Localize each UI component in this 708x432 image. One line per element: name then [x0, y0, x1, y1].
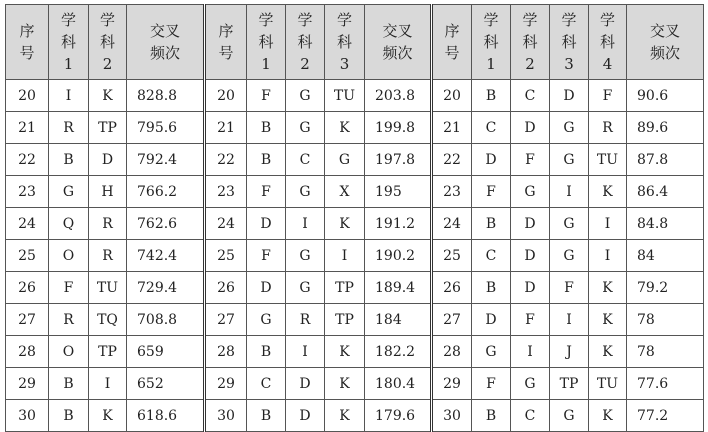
seq-cell: 23 [6, 176, 49, 208]
subject-cell: R [49, 304, 89, 336]
seq-cell: 21 [205, 112, 247, 144]
frequency-cell: 77.6 [627, 368, 704, 400]
seq-cell: 23 [205, 176, 247, 208]
seq-cell: 23 [432, 176, 472, 208]
frequency-cell: 184 [365, 304, 432, 336]
header-subject-1: 学 科 1 [49, 5, 89, 80]
subject-cell: R [89, 208, 127, 240]
subject-cell: B [247, 336, 286, 368]
header-frequency: 交叉 频次 [127, 5, 205, 80]
subject-cell: TP [325, 272, 365, 304]
frequency-cell: 659 [127, 336, 205, 368]
subject-cell: C [472, 112, 511, 144]
frequency-cell: 199.8 [365, 112, 432, 144]
subject-cell: TU [589, 368, 627, 400]
header-seq: 序 号 [432, 5, 472, 80]
header-subject-1: 学 科 1 [247, 5, 286, 80]
subject-cell: B [472, 400, 511, 432]
seq-cell: 21 [432, 112, 472, 144]
subject-cell: H [89, 176, 127, 208]
table-wrapper [5, 4, 703, 422]
seq-cell: 20 [432, 80, 472, 112]
subject-cell: X [325, 176, 365, 208]
subject-cell: F [247, 176, 286, 208]
header-seq: 序 号 [6, 5, 49, 80]
frequency-cell: 78 [627, 336, 704, 368]
subject-cell: K [325, 112, 365, 144]
subject-cell: I [286, 336, 325, 368]
subject-cell: O [49, 240, 89, 272]
subject-cell: TQ [89, 304, 127, 336]
frequency-cell: 762.6 [127, 208, 205, 240]
seq-cell: 20 [6, 80, 49, 112]
subject-cell: I [286, 208, 325, 240]
subject-cell: G [325, 144, 365, 176]
table-row [6, 336, 704, 368]
subject-cell: G [550, 208, 589, 240]
subject-cell: R [589, 112, 627, 144]
subject-cell: B [472, 80, 511, 112]
subject-cell: I [49, 80, 89, 112]
table-row [6, 112, 704, 144]
subject-cell: TP [325, 304, 365, 336]
frequency-cell: 189.4 [365, 272, 432, 304]
subject-cell: D [286, 368, 325, 400]
table-body [6, 80, 704, 432]
seq-cell: 29 [205, 368, 247, 400]
seq-cell: 25 [6, 240, 49, 272]
subject-cell: K [589, 304, 627, 336]
subject-cell: F [511, 144, 550, 176]
seq-cell: 26 [205, 272, 247, 304]
header-seq: 序 号 [205, 5, 247, 80]
subject-cell: D [511, 272, 550, 304]
seq-cell: 24 [432, 208, 472, 240]
subject-cell: B [49, 368, 89, 400]
subject-cell: D [511, 208, 550, 240]
subject-cell: I [550, 176, 589, 208]
subject-cell: K [325, 400, 365, 432]
subject-cell: K [589, 272, 627, 304]
seq-cell: 28 [6, 336, 49, 368]
seq-cell: 27 [205, 304, 247, 336]
subject-cell: D [89, 144, 127, 176]
frequency-cell: 195 [365, 176, 432, 208]
frequency-cell: 618.6 [127, 400, 205, 432]
frequency-cell: 77.2 [627, 400, 704, 432]
frequency-cell: 742.4 [127, 240, 205, 272]
seq-cell: 27 [6, 304, 49, 336]
frequency-cell: 708.8 [127, 304, 205, 336]
subject-cell: I [589, 240, 627, 272]
subject-cell: B [247, 400, 286, 432]
subject-cell: D [286, 400, 325, 432]
frequency-cell: 203.8 [365, 80, 432, 112]
subject-cell: F [589, 80, 627, 112]
header-subject-3: 学 科 3 [550, 5, 589, 80]
frequency-cell: 792.4 [127, 144, 205, 176]
subject-cell: G [511, 368, 550, 400]
subject-cell: G [550, 144, 589, 176]
seq-cell: 29 [432, 368, 472, 400]
subject-cell: C [511, 400, 550, 432]
subject-cell: K [89, 400, 127, 432]
subject-cell: Q [49, 208, 89, 240]
subject-cell: D [247, 272, 286, 304]
table-row [6, 80, 704, 112]
subject-cell: I [325, 240, 365, 272]
subject-cell: K [589, 400, 627, 432]
seq-cell: 22 [6, 144, 49, 176]
header-subject-2: 学 科 2 [286, 5, 325, 80]
seq-cell: 30 [205, 400, 247, 432]
subject-cell: D [472, 144, 511, 176]
subject-cell: G [49, 176, 89, 208]
subject-cell: F [550, 272, 589, 304]
header-frequency: 交叉 频次 [365, 5, 432, 80]
subject-cell: I [511, 336, 550, 368]
table-header [6, 5, 704, 80]
subject-cell: G [247, 304, 286, 336]
subject-cell: D [550, 80, 589, 112]
subject-cell: TU [325, 80, 365, 112]
subject-cell: F [49, 272, 89, 304]
subject-cell: K [325, 368, 365, 400]
subject-cell: I [589, 208, 627, 240]
subject-cell: K [89, 80, 127, 112]
seq-cell: 30 [432, 400, 472, 432]
frequency-cell: 179.6 [365, 400, 432, 432]
subject-cell: G [550, 112, 589, 144]
subject-cell: K [325, 208, 365, 240]
subject-cell: G [511, 176, 550, 208]
subject-cell: G [472, 336, 511, 368]
subject-cell: R [286, 304, 325, 336]
frequency-cell: 89.6 [627, 112, 704, 144]
subject-cell: K [589, 176, 627, 208]
seq-cell: 26 [6, 272, 49, 304]
seq-cell: 25 [432, 240, 472, 272]
subject-cell: G [286, 240, 325, 272]
seq-cell: 28 [432, 336, 472, 368]
subject-cell: K [589, 336, 627, 368]
subject-cell: I [550, 304, 589, 336]
frequency-cell: 652 [127, 368, 205, 400]
seq-cell: 22 [432, 144, 472, 176]
cross-frequency-table [5, 4, 704, 432]
frequency-cell: 86.4 [627, 176, 704, 208]
frequency-cell: 729.4 [127, 272, 205, 304]
seq-cell: 24 [6, 208, 49, 240]
frequency-cell: 78 [627, 304, 704, 336]
subject-cell: C [286, 144, 325, 176]
seq-cell: 24 [205, 208, 247, 240]
frequency-cell: 828.8 [127, 80, 205, 112]
subject-cell: K [325, 336, 365, 368]
frequency-cell: 197.8 [365, 144, 432, 176]
table-row [6, 208, 704, 240]
seq-cell: 21 [6, 112, 49, 144]
subject-cell: TP [550, 368, 589, 400]
subject-cell: G [286, 176, 325, 208]
subject-cell: B [49, 144, 89, 176]
subject-cell: C [511, 80, 550, 112]
frequency-cell: 84 [627, 240, 704, 272]
header-frequency: 交叉 频次 [627, 5, 704, 80]
header-subject-2: 学 科 2 [89, 5, 127, 80]
subject-cell: G [286, 272, 325, 304]
frequency-cell: 84.8 [627, 208, 704, 240]
seq-cell: 25 [205, 240, 247, 272]
frequency-cell: 87.8 [627, 144, 704, 176]
subject-cell: G [286, 80, 325, 112]
subject-cell: F [511, 304, 550, 336]
frequency-cell: 180.4 [365, 368, 432, 400]
header-subject-2: 学 科 2 [511, 5, 550, 80]
subject-cell: B [49, 400, 89, 432]
table-row [6, 240, 704, 272]
frequency-cell: 766.2 [127, 176, 205, 208]
subject-cell: I [89, 368, 127, 400]
frequency-cell: 79.2 [627, 272, 704, 304]
seq-cell: 29 [6, 368, 49, 400]
subject-cell: D [511, 112, 550, 144]
subject-cell: D [247, 208, 286, 240]
subject-cell: F [247, 80, 286, 112]
subject-cell: G [286, 112, 325, 144]
seq-cell: 20 [205, 80, 247, 112]
subject-cell: B [472, 272, 511, 304]
subject-cell: B [247, 112, 286, 144]
frequency-cell: 190.2 [365, 240, 432, 272]
subject-cell: TU [589, 144, 627, 176]
header-subject-4: 学 科 4 [589, 5, 627, 80]
subject-cell: F [247, 240, 286, 272]
subject-cell: R [49, 112, 89, 144]
table-row [6, 368, 704, 400]
header-subject-1: 学 科 1 [472, 5, 511, 80]
frequency-cell: 182.2 [365, 336, 432, 368]
subject-cell: TU [89, 272, 127, 304]
header-row [6, 5, 704, 80]
header-subject-3: 学 科 3 [325, 5, 365, 80]
subject-cell: G [550, 400, 589, 432]
subject-cell: C [472, 240, 511, 272]
subject-cell: C [247, 368, 286, 400]
table-row [6, 272, 704, 304]
subject-cell: G [550, 240, 589, 272]
subject-cell: O [49, 336, 89, 368]
seq-cell: 26 [432, 272, 472, 304]
seq-cell: 27 [432, 304, 472, 336]
table-row [6, 304, 704, 336]
subject-cell: D [511, 240, 550, 272]
subject-cell: R [89, 240, 127, 272]
seq-cell: 30 [6, 400, 49, 432]
subject-cell: B [472, 208, 511, 240]
subject-cell: F [472, 368, 511, 400]
frequency-cell: 90.6 [627, 80, 704, 112]
table-row [6, 400, 704, 432]
frequency-cell: 795.6 [127, 112, 205, 144]
table-row [6, 176, 704, 208]
frequency-cell: 191.2 [365, 208, 432, 240]
subject-cell: TP [89, 112, 127, 144]
seq-cell: 22 [205, 144, 247, 176]
subject-cell: B [247, 144, 286, 176]
subject-cell: TP [89, 336, 127, 368]
subject-cell: F [472, 176, 511, 208]
seq-cell: 28 [205, 336, 247, 368]
subject-cell: J [550, 336, 589, 368]
subject-cell: D [472, 304, 511, 336]
table-row [6, 144, 704, 176]
